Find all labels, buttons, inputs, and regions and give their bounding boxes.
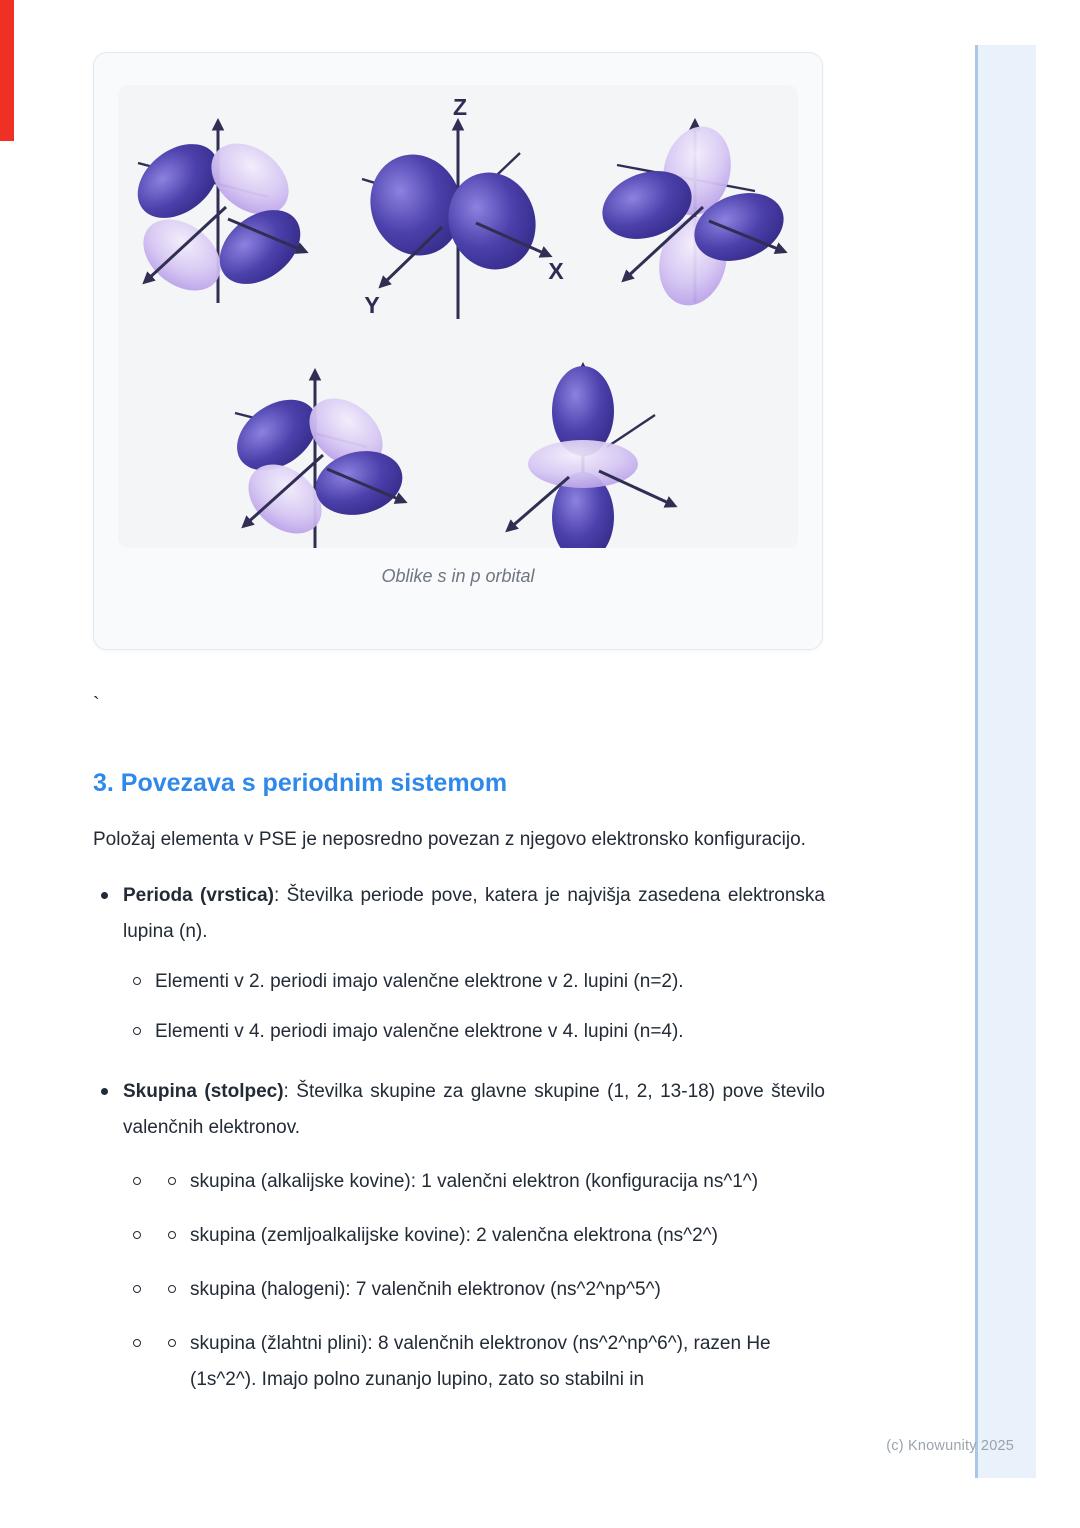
figure-card xyxy=(93,52,823,650)
bullet-bold: Skupina (stolpec) xyxy=(123,1081,284,1102)
bullet-rest: : Številka periode pove, katera je najvišja zasedena elektronska lupina (n). xyxy=(123,885,825,942)
sub-item xyxy=(123,964,825,1000)
d-orbital-xy xyxy=(123,123,314,305)
section-heading: 3. Povezava s periodnim sistemom xyxy=(93,769,508,797)
bullet-list xyxy=(93,878,825,1398)
d-orbital-x2y2 xyxy=(593,119,793,312)
sub-text: Elementi v 4. periodi imajo valenčne elektrone v 4. lupini (n=4). xyxy=(155,1021,684,1042)
red-edge-marker xyxy=(0,0,14,141)
sub-item xyxy=(123,1164,825,1200)
orbitals-figure xyxy=(118,85,798,548)
axis-label-z: Z xyxy=(452,94,468,120)
circle-bullet-icon xyxy=(168,1339,176,1347)
bullet-text xyxy=(123,1074,825,1146)
p-orbital xyxy=(357,94,564,319)
stray-backtick: ` xyxy=(93,694,100,716)
d-orbital-clover xyxy=(224,373,409,548)
sub-item xyxy=(123,1272,825,1308)
bullet-dot-icon xyxy=(101,1088,108,1095)
circle-bullet-icon xyxy=(133,1231,141,1239)
sub-item xyxy=(123,1326,825,1398)
list-item-skupina xyxy=(93,1074,825,1398)
bullet-text xyxy=(123,878,825,950)
right-scroll-gutter[interactable] xyxy=(975,45,1036,1478)
axis-label-x: X xyxy=(548,258,564,284)
bullet-bold: Perioda (vrstica) xyxy=(123,885,274,906)
circle-bullet-icon xyxy=(133,977,141,985)
sub-text: skupina (zemljoalkalijske kovine): 2 valenčna elektrona (ns^2^) xyxy=(190,1225,718,1246)
circle-bullet-icon xyxy=(133,1339,141,1347)
sub-text: skupina (halogeni): 7 valenčnih elektronov (ns^2^np^5^) xyxy=(190,1279,661,1300)
sub-text: skupina (žlahtni plini): 8 valenčnih elektronov (ns^2^np^6^), razen He (1s^2^). Imajo polno zunanjo lupino, zato so stabilni in xyxy=(190,1333,771,1390)
bullet-rest: : Številka skupine za glavne skupine (1, 2, 13-18) pove število valenčnih elektronov. xyxy=(123,1081,826,1138)
sub-list xyxy=(123,1164,825,1398)
sub-text: Elementi v 2. periodi imajo valenčne elektrone v 2. lupini (n=2). xyxy=(155,971,684,992)
circle-bullet-icon xyxy=(168,1177,176,1185)
circle-bullet-icon xyxy=(168,1285,176,1293)
document-content xyxy=(93,0,825,1398)
circle-bullet-icon xyxy=(133,1177,141,1185)
sub-item xyxy=(123,1218,825,1254)
figure-caption: Oblike s in p orbital xyxy=(381,566,535,586)
sub-list xyxy=(123,964,825,1050)
d-orbital-z2 xyxy=(509,366,673,548)
intro-paragraph: Položaj elementa v PSE je neposredno povezan z njegovo elektronsko konfiguracijo. xyxy=(93,829,806,850)
list-item-perioda xyxy=(93,878,825,1050)
copyright-label: (c) Knowunity 2025 xyxy=(886,1438,1014,1454)
sub-item xyxy=(123,1014,825,1050)
circle-bullet-icon xyxy=(133,1027,141,1035)
circle-bullet-icon xyxy=(133,1285,141,1293)
axis-label-y: Y xyxy=(364,292,380,318)
bullet-dot-icon xyxy=(101,892,108,899)
orbital-shapes-image xyxy=(118,85,798,548)
sub-text: skupina (alkalijske kovine): 1 valenčni elektron (konfiguracija ns^1^) xyxy=(190,1171,759,1192)
circle-bullet-icon xyxy=(168,1231,176,1239)
